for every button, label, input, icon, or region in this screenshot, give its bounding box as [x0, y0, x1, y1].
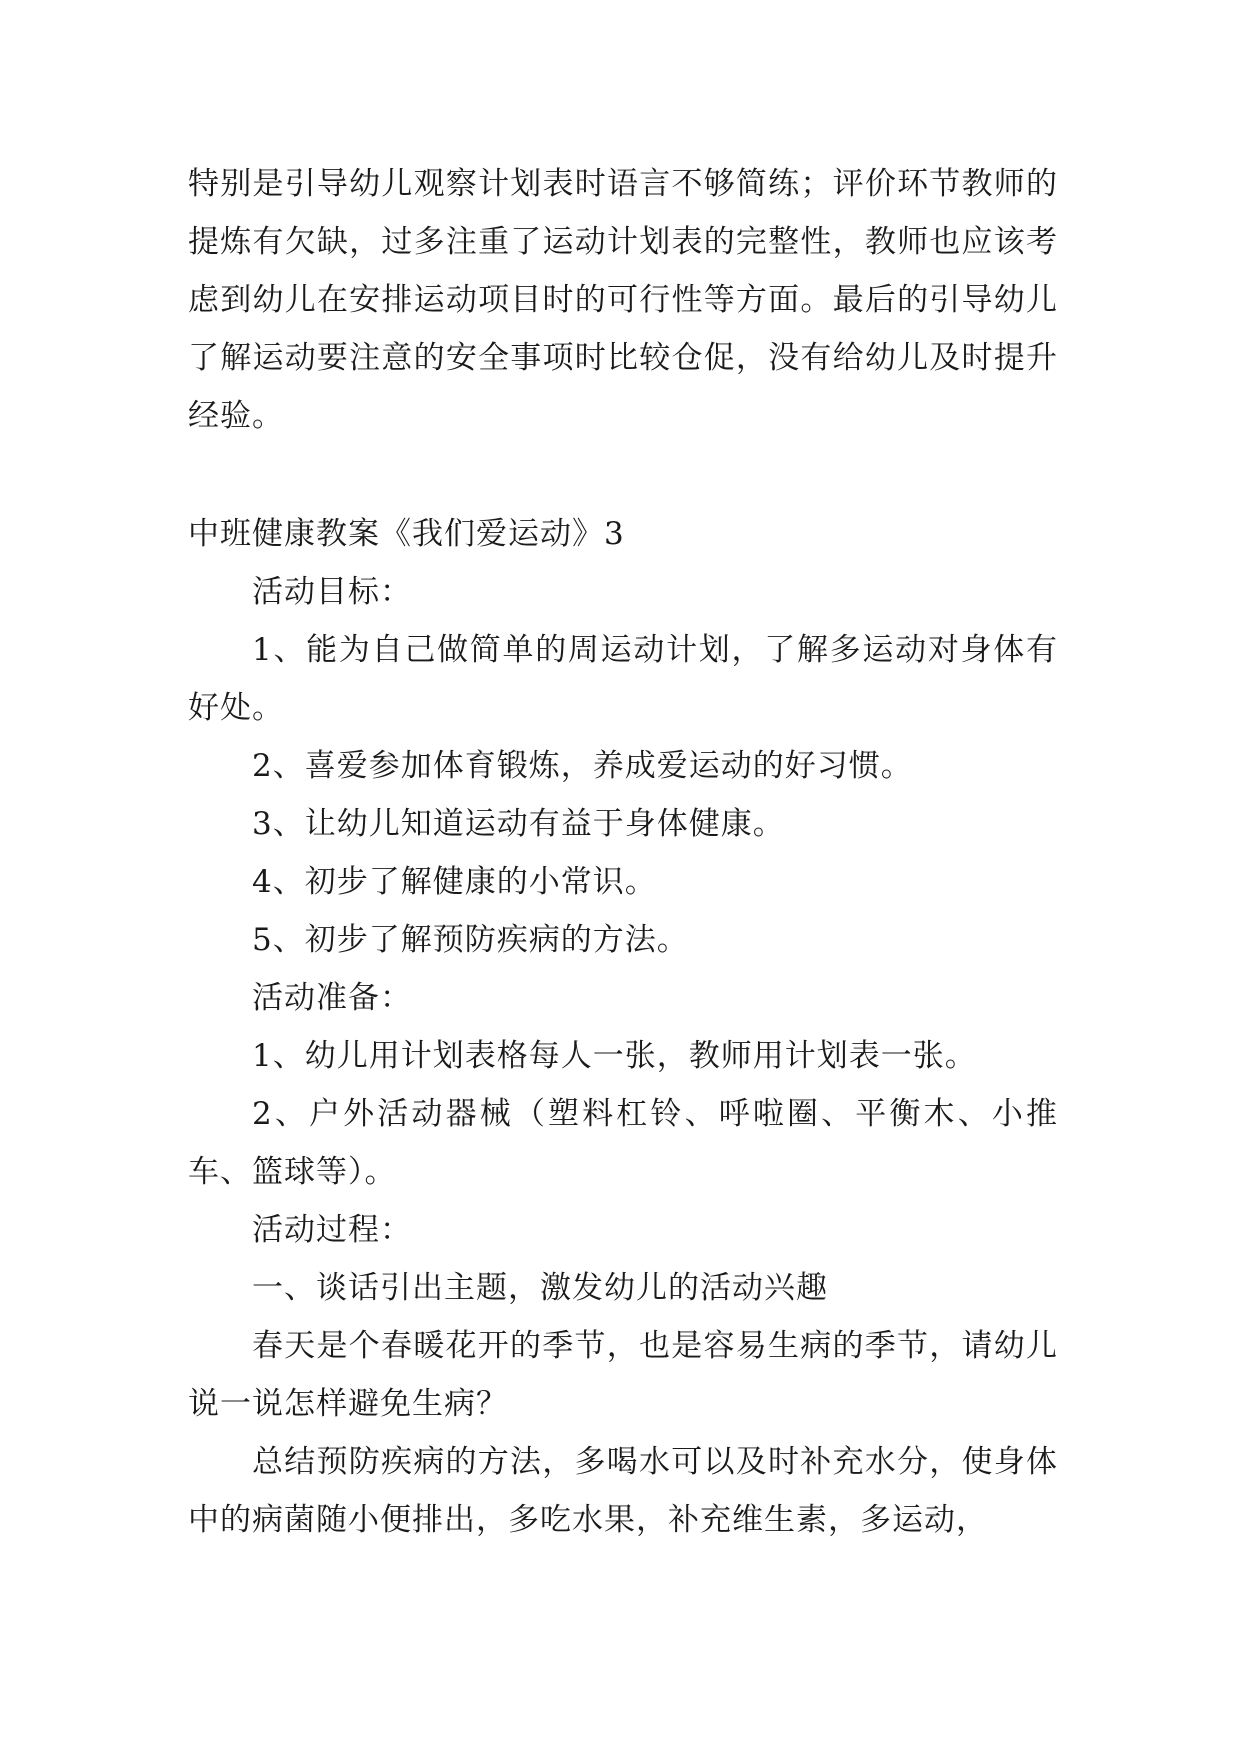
goal-item: 5、初步了解预防疾病的方法。 — [252, 922, 689, 958]
section-spacer — [188, 445, 1058, 505]
goals-heading: 活动目标： — [252, 574, 412, 610]
process-heading: 活动过程： — [252, 1212, 412, 1248]
goal-item: 2、喜爱参加体育锻炼，养成爱运动的好习惯。 — [252, 748, 913, 784]
prep-item: 2、户外活动器械（塑料杠铃、呼啦圈、平衡木、小推车、篮球等）。 — [188, 1096, 1058, 1190]
process-paragraph: 总结预防疾病的方法，多喝水可以及时补充水分，使身体中的病菌随小便排出，多吃水果，补充维生素，多运动， — [188, 1444, 1058, 1538]
prep-heading: 活动准备： — [252, 980, 412, 1016]
process-paragraph: 春天是个春暖花开的季节，也是容易生病的季节，请幼儿说一说怎样避免生病？ — [188, 1328, 1058, 1422]
document-body — [188, 155, 1058, 1549]
section-title: 中班健康教案《我们爱运动》3 — [188, 516, 625, 552]
goal-item: 3、让幼儿知道运动有益于身体健康。 — [252, 806, 785, 842]
goal-item: 4、初步了解健康的小常识。 — [252, 864, 657, 900]
goal-item: 1、能为自己做简单的周运动计划，了解多运动对身体有好处。 — [188, 632, 1058, 726]
continuation-paragraph: 特别是引导幼儿观察计划表时语言不够简练；评价环节教师的提炼有欠缺，过多注重了运动计划表的完整性，教师也应该考虑到幼儿在安排运动项目时的可行性等方面。最后的引导幼儿了解运动要注意的安全事项时比较仓促，没有给幼儿及时提升经验。 — [188, 166, 1058, 434]
process-step-heading: 一、谈话引出主题，激发幼儿的活动兴趣 — [252, 1270, 828, 1306]
prep-item: 1、幼儿用计划表格每人一张，教师用计划表一张。 — [252, 1038, 977, 1074]
